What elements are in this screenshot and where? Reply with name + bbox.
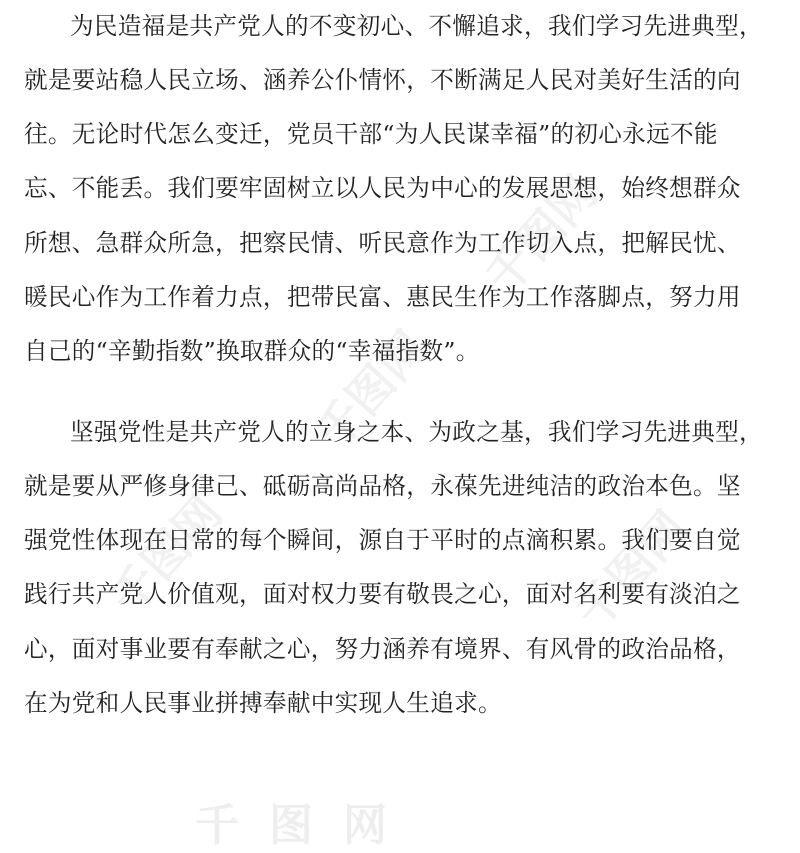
text-line: 自己的“辛勤指数”换取群众的“幸福指数”。 [24, 337, 480, 365]
cropped-heading-watermark: 千图网 [195, 800, 417, 851]
cropped-heading-band [0, 775, 800, 851]
watermark-text: 千图网 [564, 500, 698, 640]
text-line: 在为党和人民事业拼搏奉献中实现人生追求。 [24, 689, 502, 717]
text-line: 强党性体现在日常的每个瞬间，源自于平时的点滴积累。我们要自觉 [24, 526, 741, 554]
text-line: 往。无论时代怎么变迁，党员干部“为人民谋幸福”的初心永远不能 [24, 120, 718, 148]
watermark-text: 千图网 [99, 485, 233, 625]
text-line: 所想、急群众所急，把察民情、听民意作为工作切入点，把解民忧、 [24, 229, 741, 257]
text-line: 就是要站稳人民立场、涵养公仆情怀，不断满足人民对美好生活的向 [24, 66, 741, 94]
watermark-text: 千图网 [474, 165, 608, 305]
watermark-text: 千图网 [304, 320, 438, 460]
text-line: 忘、不能丢。我们要牢固树立以人民为中心的发展思想，始终想群众 [24, 174, 741, 202]
text-line: 为民造福是共产党人的不变初心、不懈追求，我们学习先进典型， [70, 12, 763, 40]
text-line: 心，面对事业要有奉献之心，努力涵养有境界、有风骨的政治品格， [24, 635, 741, 663]
text-line: 践行共产党人价值观，面对权力要有敬畏之心，面对名利要有淡泊之 [24, 580, 741, 608]
text-line: 就是要从严修身律己、砥砺高尚品格，永葆先进纯洁的政治本色。坚 [24, 472, 741, 500]
text-line: 坚强党性是共产党人的立身之本、为政之基，我们学习先进典型， [70, 418, 763, 446]
text-line: 暖民心作为工作着力点，把带民富、惠民生作为工作落脚点，努力用 [24, 283, 741, 311]
